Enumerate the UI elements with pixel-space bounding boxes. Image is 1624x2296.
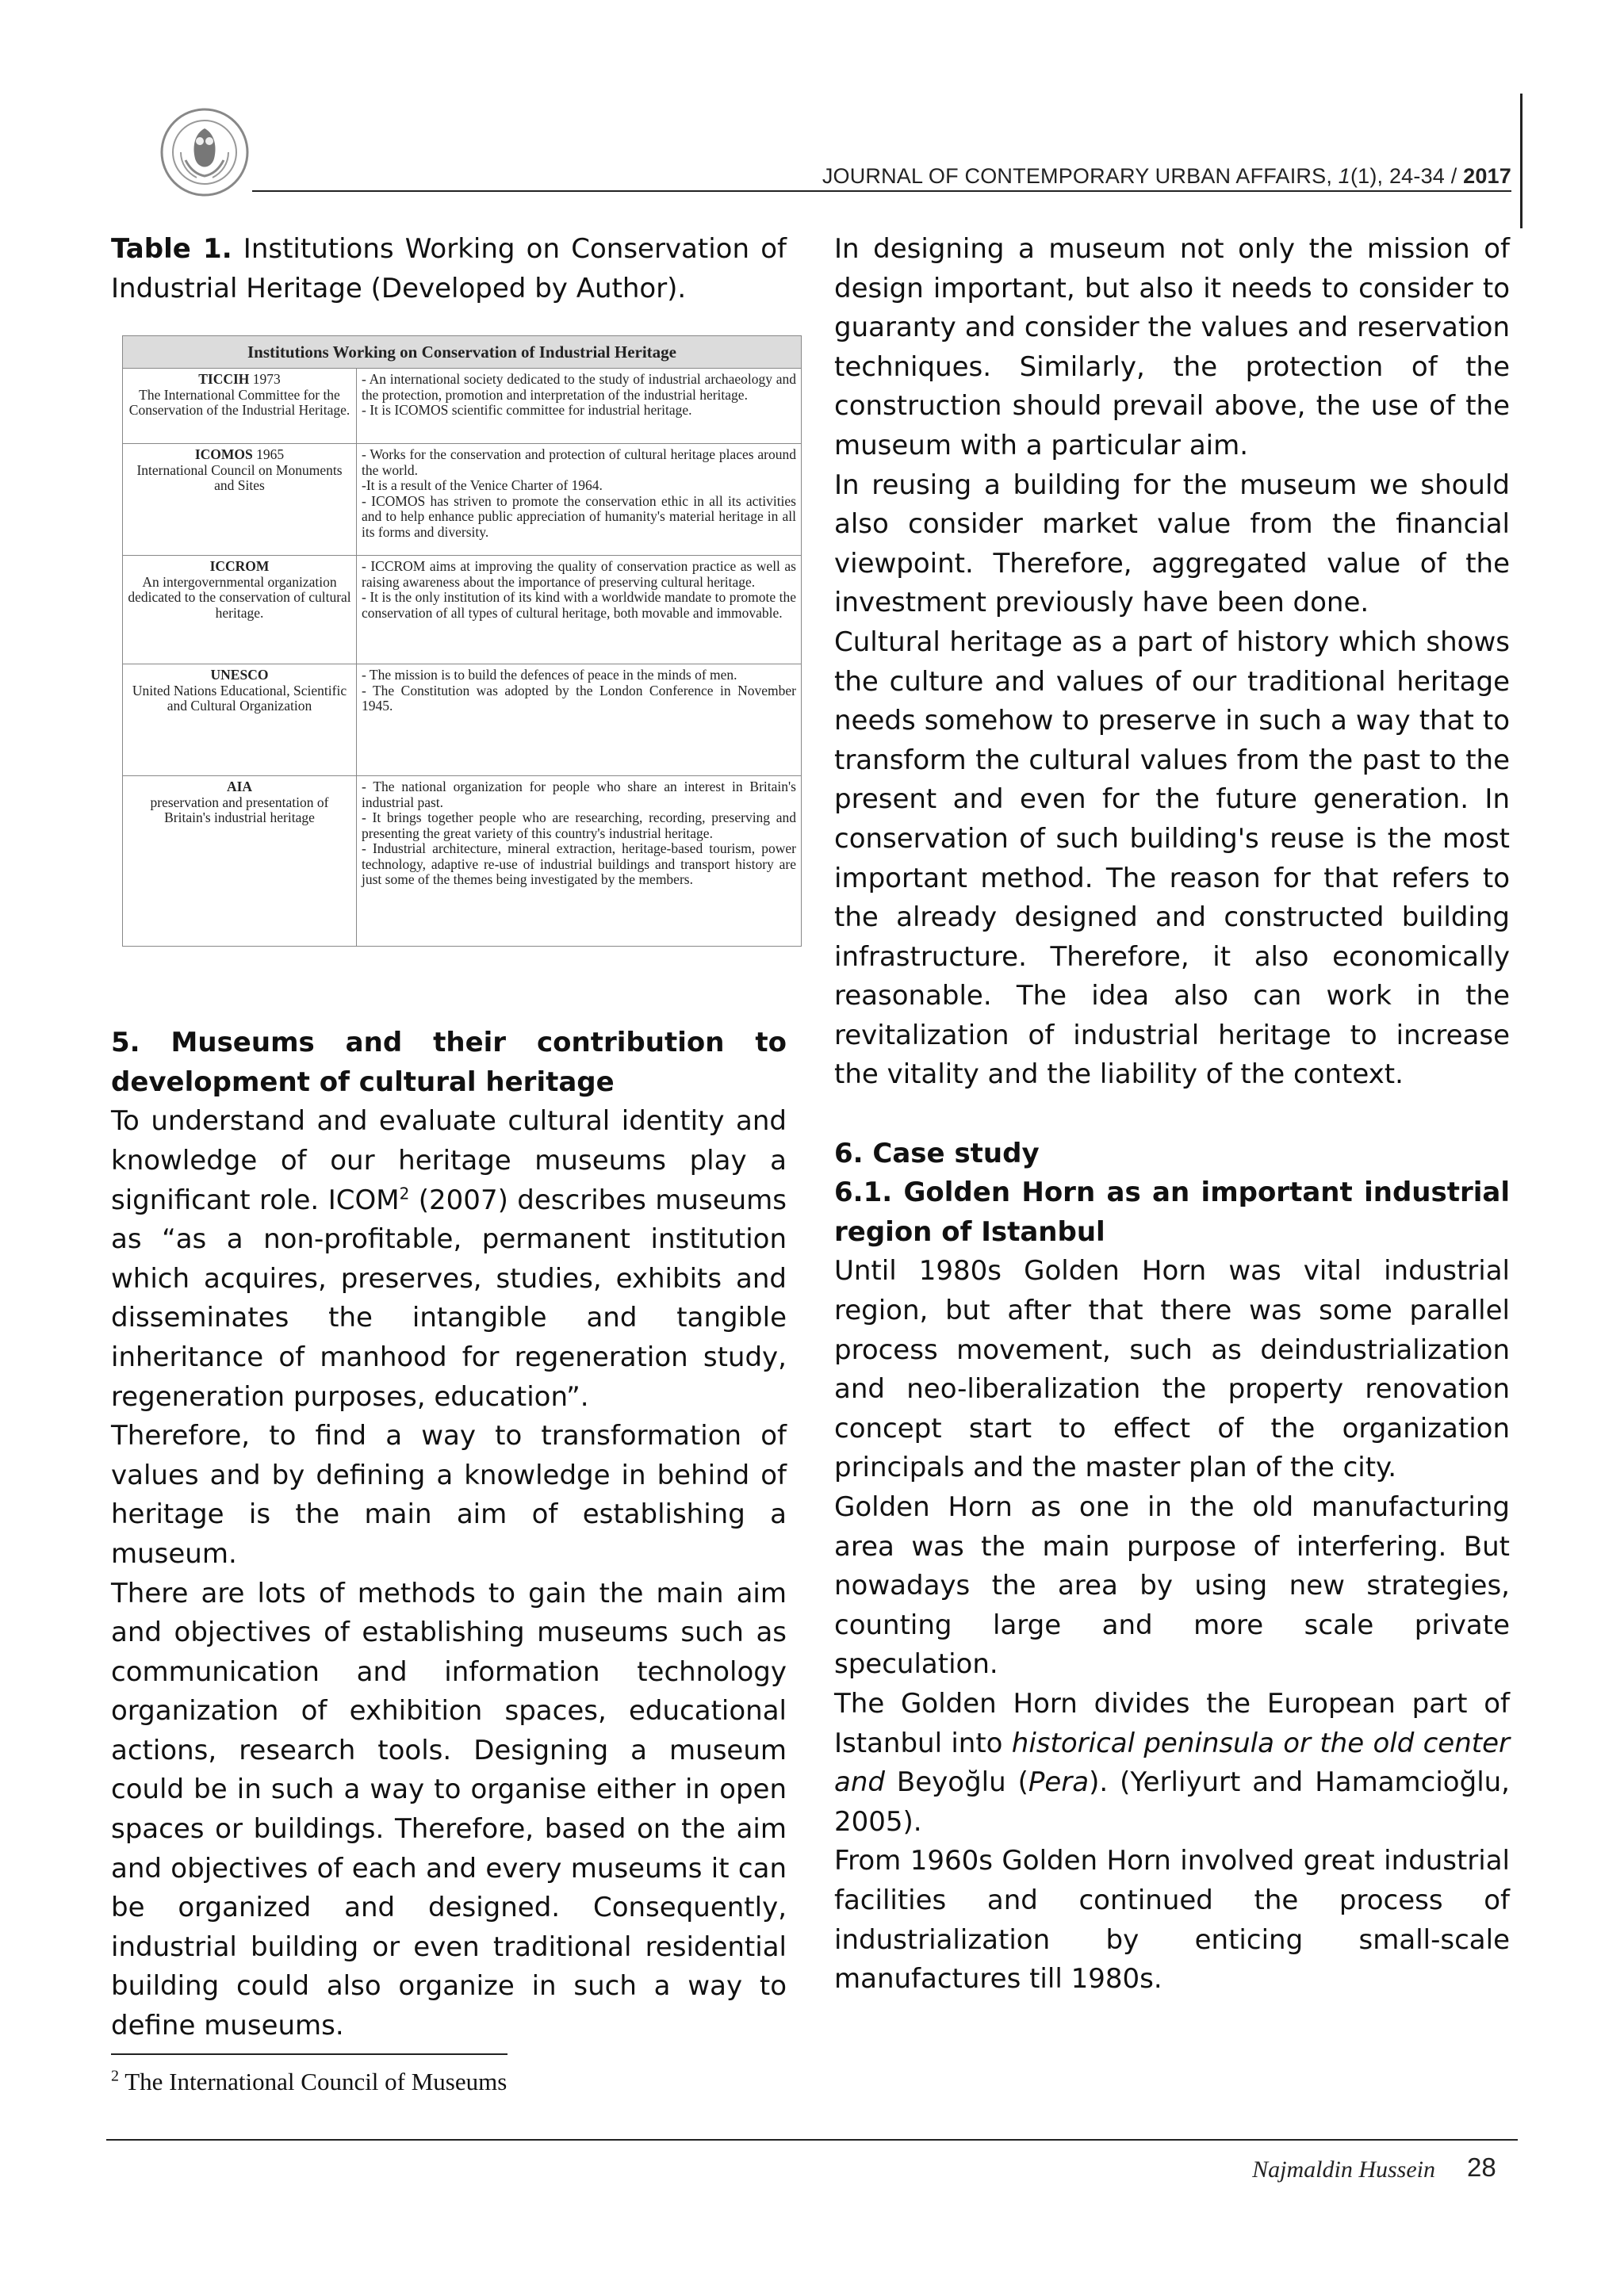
p6-italic-1: historical peninsula or the old center and [834, 1727, 1510, 1799]
institution-name: UNESCO [210, 667, 269, 683]
point: - It brings together people who are researching, recording, preserving and presenting the great variety of this country's industrial heritage. [362, 809, 796, 841]
left-paragraph-3: There are lots of methods to gain the main aim and objectives of establishing museums such as communication and information technology organization of exhibition spaces, educational actions, research tools. Designing a museum could be in such a way to organise either in open spaces or buildings. Therefore, based on the aim and objectives of each and every museums it can be organized and designed. Consequently, industrial building or even traditional residential building could also organize in such a way to define museums. [111, 1577, 787, 2042]
right-paragraph-5: Golden Horn as one in the old manufacturing area was the main purpose of interfering. But nowadays the area by using new strategies, counting large and more scale private speculation. [834, 1491, 1510, 1681]
institution-desc: The International Committee for the Conservation of the Industrial Heritage. [128, 386, 350, 418]
point: - An international society dedicated to the study of industrial archaeology and the protection, promotion and interpretation of the industrial heritage. [362, 371, 796, 403]
journal-header [252, 164, 1511, 189]
institutions-table [122, 335, 802, 944]
institution-points [357, 369, 801, 443]
institution-desc: preservation and presentation of Britain's industrial heritage [150, 794, 329, 825]
p6-c: ). (Yerliyurt and Hamamcioğlu, 2005). [834, 1766, 1510, 1838]
table-row [122, 776, 802, 947]
journal-seal-logo [157, 105, 252, 200]
institution-cell [123, 776, 357, 946]
journal-issue-pages: (1), 24-34 / [1350, 164, 1464, 188]
section-5-heading [111, 1024, 787, 1102]
left-p1-b: (2007) describes museums as “as a non-profitable, permanent institution which acquires, preserves, studies, exhibits and disseminates the intangible and tangible inheritance of manhood for regeneration study, regeneration purposes, education”. [111, 1184, 787, 1413]
right-paragraph-2: In reusing a building for the museum we should also consider market value from the financial viewpoint. Therefore, aggregated value of the investment previously have been done. [834, 469, 1510, 619]
journal-name: JOURNAL OF CONTEMPORARY URBAN AFFAIRS, [822, 164, 1339, 188]
right-paragraph-3: Cultural heritage as a part of history which shows the culture and values of our traditional heritage needs somehow to preserve in such a way that to transform the cultural values from the past to the present and even for the future generation. In conservation of such building's reuse is the most important method. The reason for that refers to the already designed and constructed building infrastructure. Therefore, it also economically reasonable. The idea also can work in the revitalization of industrial heritage to increase the vitality and the liability of the context. [834, 626, 1510, 1091]
table-title: Institutions Working on Conservation of Industrial Heritage [122, 335, 802, 369]
institution-points [357, 444, 801, 555]
footnote [111, 2068, 507, 2096]
table-caption-label: Table 1. [111, 233, 232, 265]
table-row [122, 664, 802, 776]
point: - The Constitution was adopted by the London Conference in November 1945. [362, 682, 796, 714]
right-paragraph-4: Until 1980s Golden Horn was vital industrial region, but after that there was some parallel process movement, such as deindustrialization and neo-liberalization the property renovation concept start to effect of the organization principals and the master plan of the city. [834, 1255, 1510, 1484]
footnote-rule [111, 2053, 508, 2055]
institution-desc: United Nations Educational, Scientific and Cultural Organization [132, 682, 347, 714]
point: - ICOMOS has striven to promote the conservation ethic in all its activities and to help enhance public appreciation of humanity's material heritage in all its forms and diversity. [362, 492, 796, 540]
right-paragraph-7: From 1960s Golden Horn involved great industrial facilities and continued the process of industrialization by enticing small-scale manufactures till 1980s. [834, 1845, 1510, 1996]
p6-a: The Golden Horn divides the European part of Istanbul into [834, 1687, 1510, 1759]
table-row [122, 556, 802, 664]
page-number: 28 [1467, 2152, 1496, 2182]
left-paragraph-1 [111, 1102, 787, 1417]
footer-rule [106, 2139, 1518, 2141]
table-row [122, 369, 802, 444]
institution-points [357, 664, 801, 775]
footnote-number: 2 [111, 2067, 119, 2085]
institution-cell [123, 556, 357, 664]
p6-italic-2: Pera [1028, 1766, 1090, 1799]
institution-desc: An intergovernmental organization dedicated to the conservation of cultural heritage. [128, 573, 351, 621]
point: - Industrial architecture, mineral extraction, heritage-based tourism, power technology, adaptive re-use of industrial buildings and transport history are just some of the themes being investigated by the members. [362, 840, 796, 887]
table-caption [111, 230, 787, 308]
institution-points [357, 556, 801, 664]
right-paragraph-6 [834, 1685, 1510, 1842]
institution-cell [123, 664, 357, 775]
left-p1-a: To understand and evaluate cultural identity and knowledge of our heritage museums play a significant role. ICOM [111, 1105, 787, 1216]
table-caption-text: Institutions Working on Conservation of Industrial Heritage (Developed by Author). [111, 233, 787, 304]
p6-b: Beyoğlu ( [884, 1766, 1028, 1799]
header-vertical-rule [1520, 94, 1522, 228]
spacer [834, 1095, 1510, 1135]
institution-desc: International Council on Monuments and Sites [136, 461, 343, 493]
point: - The national organization for people who share an interest in Britain's industrial past. [362, 779, 796, 810]
point: - Works for the conservation and protection of cultural heritage places around the world. [362, 446, 796, 478]
footnote-ref: 2 [399, 1184, 410, 1203]
right-paragraph-1: In designing a museum not only the mission of design important, but also it needs to consider to guaranty and consider the values and reservation techniques. Similarly, the protection of the construction should prevail above, the use of the museum with a particular aim. [834, 233, 1510, 461]
section-5-heading-text: 5. Museums and their contribution to development of cultural heritage [111, 1027, 787, 1098]
footer-author: Najmaldin Hussein [1252, 2156, 1435, 2183]
institution-name: ICOMOS [194, 446, 253, 462]
institution-points [357, 776, 801, 946]
section-6-heading [834, 1135, 1510, 1174]
institution-name: TICCIH [198, 371, 250, 387]
right-column [834, 230, 1510, 1999]
institution-year: 1973 [249, 371, 281, 387]
institution-name: AIA [226, 779, 253, 794]
point: - It is ICOMOS scientific committee for industrial heritage. [362, 402, 692, 418]
table-row [122, 444, 802, 556]
section-6-1-heading [834, 1173, 1510, 1252]
institution-name: ICCROM [209, 558, 270, 574]
left-paragraph-2: Therefore, to find a way to transformation of values and by defining a knowledge in behind of heritage is the main aim of establishing a museum. [111, 1420, 787, 1570]
journal-year: 2017 [1463, 164, 1511, 188]
institution-year: 1965 [252, 446, 285, 462]
point: - The mission is to build the defences of peace in the minds of men. [362, 667, 737, 683]
section-6-1-heading-text: 6.1. Golden Horn as an important industrial region of Istanbul [834, 1177, 1510, 1248]
header-rule [252, 190, 1511, 192]
journal-volume: 1 [1338, 164, 1350, 188]
institution-cell [123, 444, 357, 555]
point: - ICCROM aims at improving the quality of conservation practice as well as raising awareness about the importance of preserving cultural heritage. [362, 558, 796, 590]
footnote-text: The International Council of Museums [119, 2068, 508, 2095]
institution-cell [123, 369, 357, 443]
point: -It is a result of the Venice Charter of 1964. [362, 477, 603, 493]
point: - It is the only institution of its kind with a worldwide mandate to promote the conservation of all types of cultural heritage, both movable and immovable. [362, 589, 796, 621]
section-6-heading-text: 6. Case study [834, 1137, 1040, 1169]
